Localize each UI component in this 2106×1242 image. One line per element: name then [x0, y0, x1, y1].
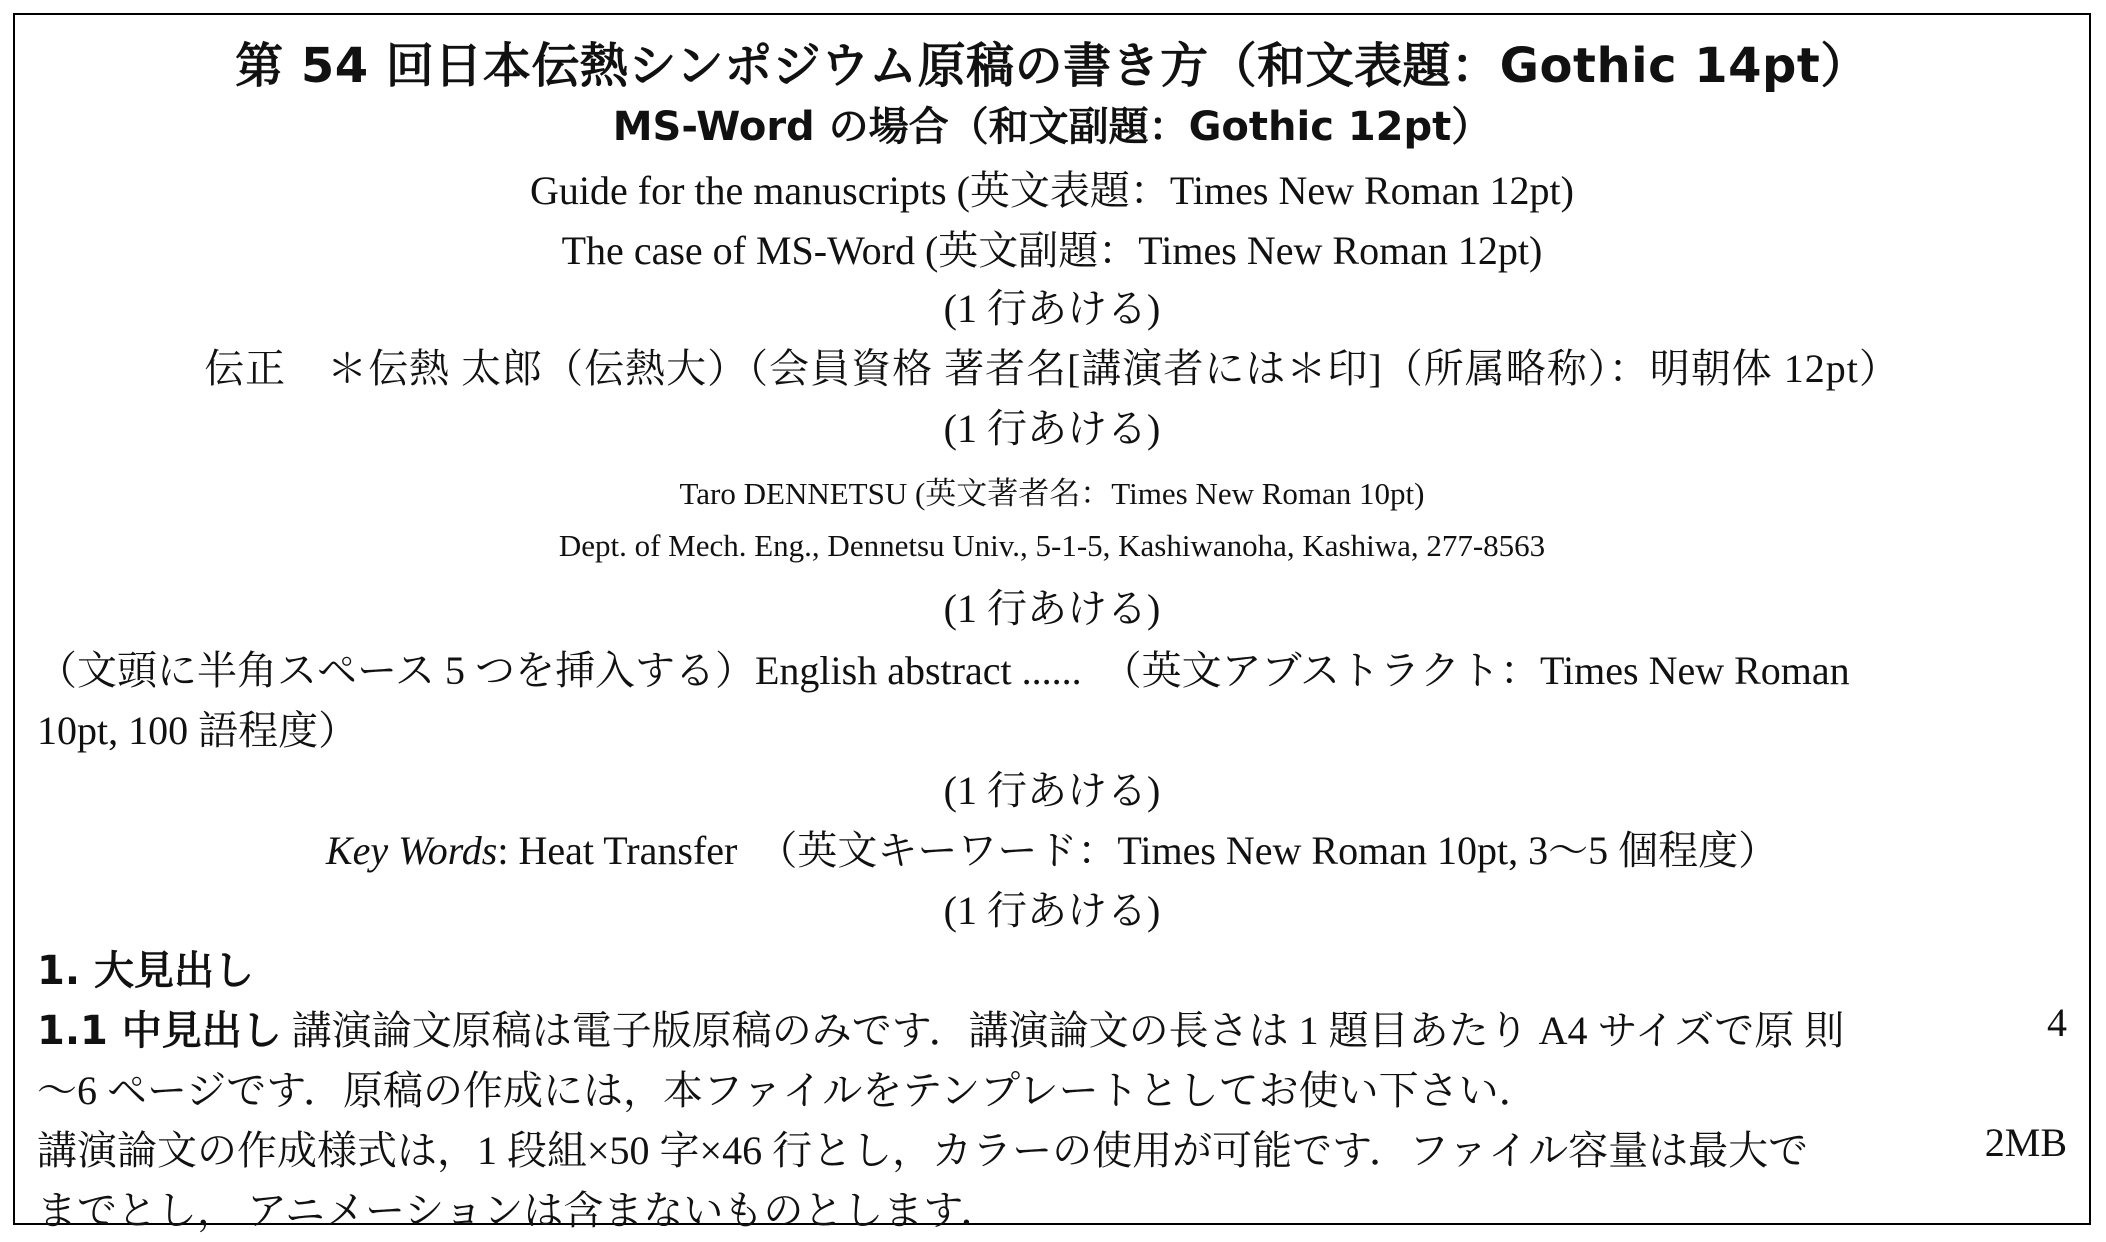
- body-line: [37, 999, 2067, 1056]
- blank-line-note: (1 行あける): [943, 286, 1161, 331]
- authors-japanese: 伝正 ＊伝熱 太郎（伝熱大）（会員資格 著者名[講演者には＊印]（所属略称）：明朝体 12pt）: [204, 346, 1900, 391]
- body-text: 講演論文原稿は電子版原稿のみです．講演論文の長さは 1 題目あたり A4 サイズで原 則: [291, 1008, 1845, 1053]
- body-line: ～6 ページです．原稿の作成には，本ファイルをテンプレートとしてお使い下さい．: [37, 1068, 1539, 1113]
- title-english: Guide for the manuscripts (英文表題：Times New Roman 12pt): [530, 168, 1574, 213]
- document-page: [13, 13, 2091, 1233]
- body-text-end: 2MB: [1984, 1120, 2067, 1165]
- body-line: [37, 1119, 2067, 1176]
- body-text: 講演論文の作成様式は，1 段組×50 字×46 行とし，カラーの使用が可能です．ファイル容量は最大で: [37, 1128, 1809, 1173]
- subtitle-japanese: MS-Word の場合（和文副題：Gothic 12pt）: [612, 104, 1492, 150]
- abstract-line: 10pt, 100 語程度）: [37, 708, 359, 753]
- blank-line-note: (1 行あける): [943, 768, 1161, 813]
- blank-line-note: (1 行あける): [943, 406, 1161, 451]
- keywords-line: [15, 819, 2089, 876]
- section-heading: 1. 大見出し: [37, 948, 254, 994]
- subsection-heading: 1.1 中見出し: [37, 1008, 282, 1054]
- subtitle-english: The case of MS-Word (英文副題：Times New Roman 12pt): [561, 228, 1543, 273]
- body-text-end: 4: [2047, 1000, 2067, 1045]
- body-line: までとし， アニメーションは含まないものとします．: [37, 1188, 1001, 1233]
- abstract-line: （文頭に半角スペース 5 つを挿入する）English abstract ...... （英文アブストラクト：Times New Roman: [37, 648, 1850, 693]
- keywords-text: : Heat Transfer （英文キーワード：Times New Roman 10pt, 3～5 個程度）: [497, 828, 1779, 873]
- title-japanese: 第 54 回日本伝熱シンポジウム原稿の書き方（和文表題：Gothic 14pt）: [235, 38, 1869, 94]
- author-english: Taro DENNETSU (英文著者名：Times New Roman 10pt): [679, 476, 1425, 511]
- keywords-label: Key Words: [325, 828, 498, 873]
- blank-line-note: (1 行あける): [943, 888, 1161, 933]
- affiliation-english: Dept. of Mech. Eng., Dennetsu Univ., 5-1-5, Kashiwanoha, Kashiwa, 277-8563: [558, 528, 1546, 563]
- blank-line-note: (1 行あける): [943, 586, 1161, 631]
